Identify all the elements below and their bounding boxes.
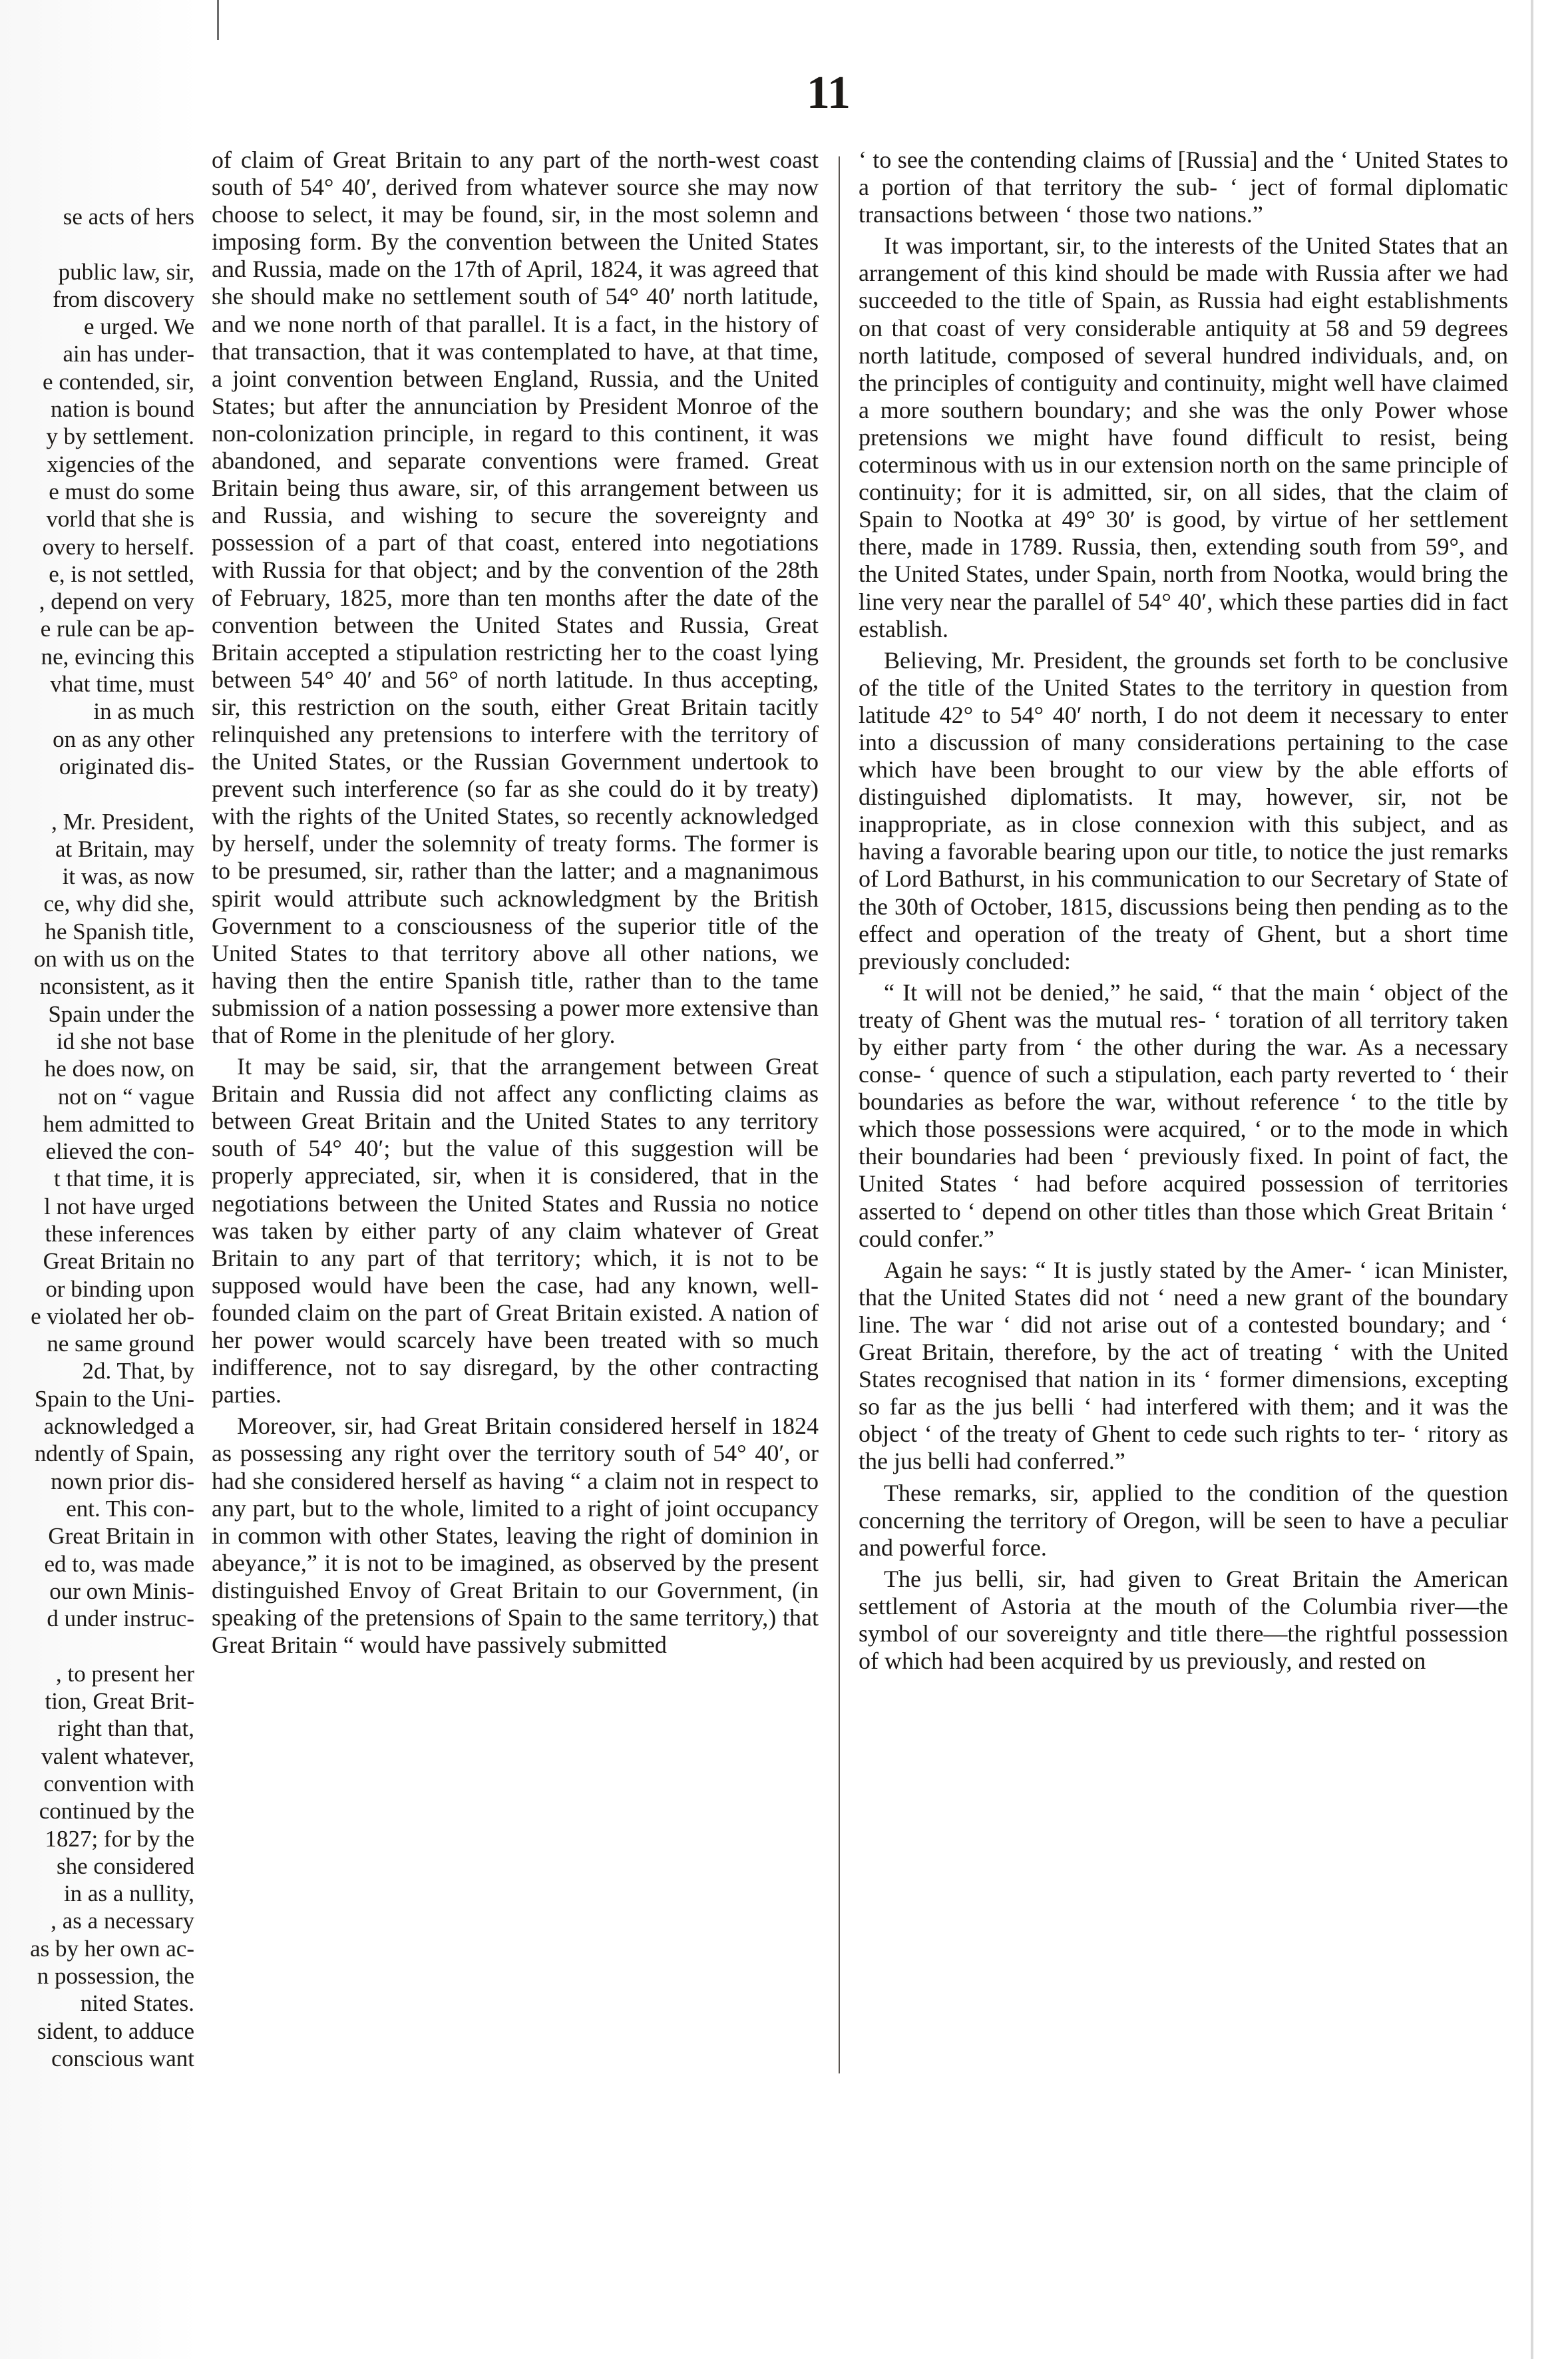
middle-paragraph-2: It may be said, sir, that the arrangement between Great Britain and Russia did not affect any conflicting claims as between Great Britain and the United States to any territory south of 54° 40′; but the value of this suggestion will be properly appreciated, sir, when it is considered, that in the negotiations between the United States and Russia no notice was taken by either party of any claim whatever of Great Britain to any part of that territory; which, it is not to be supposed would have been the case, had any known, well-founded claim on the part of Great Britain existed. A nation of her power would scarcely have been treated with so much indifference, not to say disregard, by the other contracting parties. [212,1053,819,1408]
right-paragraph-3: Believing, Mr. President, the grounds set forth to be conclusive of the title of the United States to the territory in question from latitude 42° to 54° 40′ north, I do not deem it necessary to enter into a discussion of many considerations pertaining to the case which have been brought to our view by the able efforts of distinguished diplomatists. It may, however, sir, not be inappropriate, as in close connexion with this subject, and as having a favorable bearing upon our title, to notice the just remarks of Lord Bathurst, in his communication to our Secretary of State of the 30th of October, 1815, discussions being then pending as to the effect and operation of the treaty of Ghent, but a short time previously concluded: [859,646,1508,974]
middle-column [212,146,819,1663]
right-paragraph-5: Again he says: “ It is justly stated by the Amer- ‘ ican Minister, that the United States did not ‘ need a new grant of the boundary line. The war ‘ did not arise out of a contested boundary; and ‘ Great Britain, therefore, by the act of treating ‘ with the United States recognised that nation in its ‘ former dimensions, excepting so far as the jus belli ‘ had interfered with them; and it was the object ‘ of the treaty of Ghent to cede such rights to ter- ‘ ritory as the jus belli had conferred.” [859,1256,1508,1475]
previous-column-fragment: se acts of hers public law, sir, from discovery e urged. We ain has under- e contended, sir, nation is bound y by settlement. xigencies of the e must do some vorld that she is overy to herself. e, is not settled, , depend on very e rule can be ap- ne, evincing this vhat time, must in as much on as any other originated dis- , Mr. President, at Britain, may it was, as now ce, why did she, he Spanish title, on with us on the nconsistent, as it Spain under the id she not base he does now, on not on “ vague hem admitted to elieved the con- t that time, it is l not have urged these inferences Great Britain no or binding upon e violated her ob- ne same ground 2d. That, by Spain to the Uni- acknowledged a ndently of Spain, nown prior dis- ent. This con- Great Britain in ed to, was made our own Minis- d under instruc- , to present her tion, Great Brit- right than that, valent whatever, convention with continued by the 1827; for by the she considered in as a nullity, , as a necessary as by her own ac- n possession, the nited States. sident, to adduce conscious want [30,204,194,2071]
right-column [859,146,1508,1679]
column-divider [839,156,840,2073]
binding-mark [217,0,219,40]
page-edge [1531,0,1533,2359]
right-paragraph-2: It was important, sir, to the interests of the United States that an arrangement of this kind should be made with Russia after we had succeeded to the title of Spain, as Russia had eight establishments on that coast of very considerable antiquity at 58 and 59 degrees north latitude, composed of several hundred individuals, and, on the principles of contiguity and continuity, might well have claimed a more southern boundary; and she was the only Power whose pretensions we might have found difficult to resist, being coterminous with us in our extension north on the same principle of continuity; for it is admitted, sir, on all sides, that the claim of Spain to Nootka at 49° 30′ is good, by virtue of her settlement there, made in 1789. Russia, then, extending south from 59°, and the United States, under Spain, north from Nootka, would bring the line very near the parallel of 54° 40′, which these parties did in fact establish. [859,232,1508,642]
middle-paragraph-3: Moreover, sir, had Great Britain considered herself in 1824 as possessing any right over the territory south of 54° 40′, or had she considered herself as having “ a claim not in respect to any part, but to the whole, limited to a right of joint occupancy in common with other States, leaving the right of dominion in abeyance,” it is not to be imagined, as observed by the present distinguished Envoy of Great Britain to our Government, (in speaking of the pretensions of Spain to the same territory,) that Great Britain “ would have passively submitted [212,1412,819,1659]
right-paragraph-4: “ It will not be denied,” he said, “ that the main ‘ object of the treaty of Ghent was the mutual res- ‘ toration of all territory taken by either party from ‘ the other during the war. As a necessary conse- ‘ quence of such a stipulation, each party reverted to ‘ their boundaries as before the war, without reference ‘ to the title by which those possessions were acquired, ‘ or to the mode in which their boundaries had been ‘ previously fixed. In point of fact, the United States ‘ had before acquired possession of territories asserted to ‘ depend on other titles than those which Great Britain ‘ could confer.” [859,978,1508,1252]
right-paragraph-1: ‘ to see the contending claims of [Russia] and the ‘ United States to a portion of that territory the sub- ‘ ject of formal diplomatic transactions between ‘ those two nations.” [859,146,1508,228]
right-paragraph-7: The jus belli, sir, had given to Great Britain the American settlement of Astoria at the mouth of the Columbia river—the symbol of our sovereignty and title there—the rightful possession of which had been acquired by us previously, and rested on [859,1565,1508,1675]
page-number: 11 [806,67,851,118]
middle-paragraph-1: of claim of Great Britain to any part of the north-west coast south of 54° 40′, derived from whatever source she may now choose to select, it may be found, sir, in the most solemn and imposing form. By the convention between the United States and Russia, made on the 17th of April, 1824, it was agreed that she should make no settlement south of 54° 40′ north latitude, and we none north of that parallel. It is a fact, in the history of that transaction, that it was contemplated to have, at that time, a joint convention between England, Russia, and the United States; but after the annunciation by President Monroe of the non-colonization principle, in regard to this continent, it was abandoned, and separate conventions were framed. Great Britain being thus aware, sir, of this arrangement between us and Russia, and wishing to secure the sovereignty and possession of a part of that coast, entered into negotiations with Russia for that object; and by the convention of the 28th of February, 1825, more than ten months after the date of the convention between the United States and Russia, Great Britain accepted a stipulation restricting her to the coast lying between 54° 40′ and 56° of north latitude. In thus accepting, sir, this restriction on the south, either Great Britain tacitly relinquished any pretensions to interfere with the territory of the United States, or the Russian Government undertook to prevent such interference (so far as she could do it by treaty) with the rights of the United States, so recently acknowledged by herself, under the solemnity of treaty forms. The former is to be presumed, sir, rather than the latter; and a magnanimous spirit would attribute such acknowledgment by the British Government to a consciousness of the superior title of the United States to that territory above all other nations, we having then the entire Spanish title, rather than to the tame submission of a nation possessing a power more extensive than that of Rome in the plenitude of her glory. [212,146,819,1048]
right-paragraph-6: These remarks, sir, applied to the condition of the question concerning the territory of Oregon, will be seen to have a peculiar and powerful force. [859,1479,1508,1561]
